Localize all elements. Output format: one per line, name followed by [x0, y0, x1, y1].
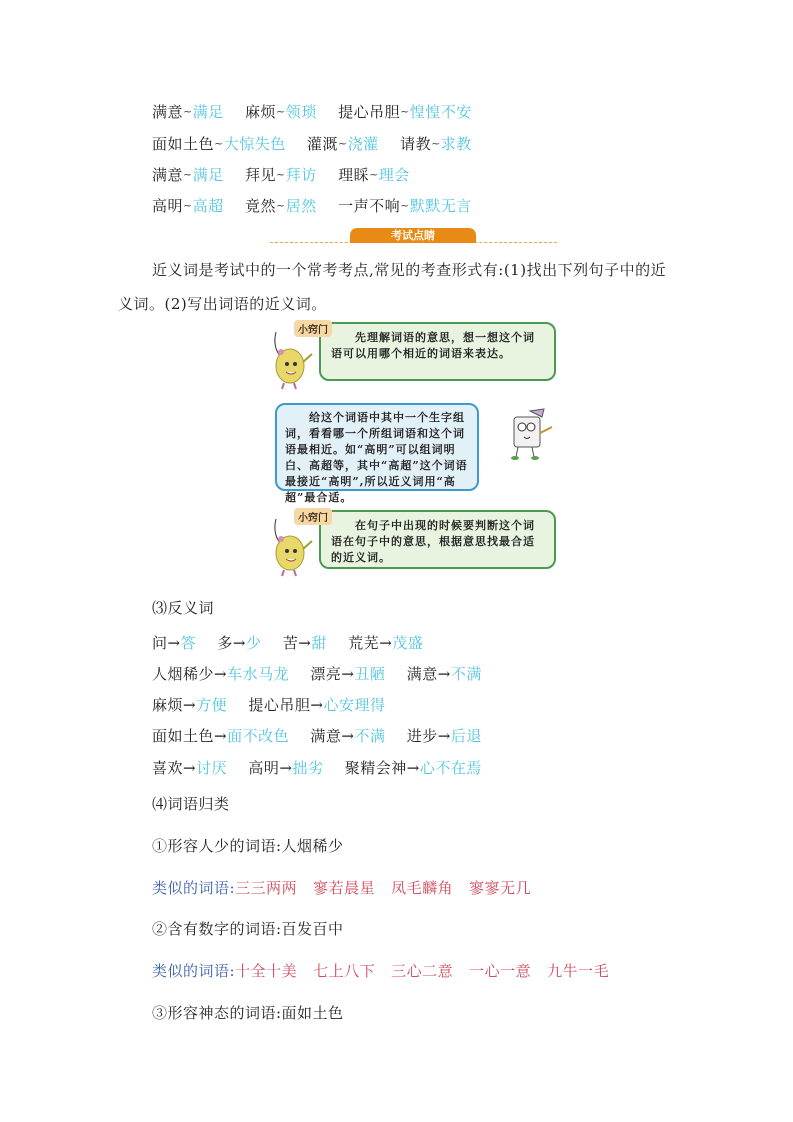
answer: 答 — [180, 634, 197, 652]
exam-paragraph: 近义词是考试中的一个常考考点,常见的考查形式有:(1)找出下列句子中的近义词。(2)写出词语的近义词。 — [118, 261, 667, 313]
answer: 惶惶不安 — [409, 103, 472, 121]
exam-points-banner — [270, 228, 557, 246]
arrow-icon: → — [214, 727, 228, 745]
similar-word: 寥若晨星 — [313, 879, 376, 897]
answer: 居然 — [285, 197, 317, 215]
answer: 丑陋 — [354, 665, 386, 683]
word: 麻烦 — [245, 103, 277, 121]
tilde-separator: ~ — [431, 137, 441, 150]
word: 苦 — [282, 634, 299, 652]
word: 人烟稀少 — [152, 665, 215, 683]
answer: 讨厌 — [196, 759, 228, 777]
banner-label: 考试点睛 — [350, 228, 476, 243]
word: 竟然 — [245, 197, 277, 215]
similar-label: 类似的词语: — [152, 962, 236, 980]
similar-word: 九牛一毛 — [547, 962, 610, 980]
answer: 面不改色 — [227, 727, 290, 745]
arrow-icon: → — [341, 665, 355, 683]
arrow-icon: → — [183, 759, 197, 777]
tilde-separator: ~ — [276, 168, 286, 181]
answer: 方便 — [196, 696, 228, 714]
answer: 心安理得 — [323, 696, 386, 714]
tip-tag: 小窍门 — [294, 320, 332, 337]
tilde-separator: ~ — [276, 199, 286, 212]
answer: 大惊失色 — [223, 135, 286, 153]
arrow-icon: → — [379, 634, 393, 652]
antonym-row — [152, 633, 439, 653]
word: 喜欢 — [152, 759, 184, 777]
word: 问 — [152, 634, 168, 652]
group-title: ③形容神态的词语:面如土色 — [152, 1004, 344, 1022]
arrow-icon: → — [310, 696, 324, 714]
word: 高明 — [248, 759, 280, 777]
similar-words-row — [152, 878, 547, 898]
antonym-heading: ⑶反义词 — [152, 599, 215, 617]
tip-box — [319, 322, 556, 381]
answer: 茂盛 — [392, 634, 424, 652]
tip-text: 给这个词语中其中一个生字组词，看看哪一个所组词语和这个词语最相近。如“高明”可以组词明白、高超等，其中“高超”这个词语最接近“高明”,所以近义词用“高超”最合适。 — [285, 411, 468, 504]
tip-tag: 小窍门 — [294, 508, 332, 525]
answer: 拜访 — [285, 166, 317, 184]
tip-text: 在句子中出现的时候要判断这个词语在句子中的意思，根据意思找最合适的近义词。 — [331, 519, 535, 564]
arrow-icon: → — [279, 759, 293, 777]
cartoon-girl-icon — [270, 328, 320, 394]
synonym-row — [152, 102, 488, 122]
similar-word: 寥寥无几 — [469, 879, 532, 897]
arrow-icon: → — [298, 634, 312, 652]
similar-word: 一心一意 — [469, 962, 532, 980]
arrow-icon: → — [214, 665, 228, 683]
group-title: ②含有数字的词语:百发百中 — [152, 920, 344, 938]
answer: 高超 — [192, 197, 224, 215]
answer: 后退 — [450, 727, 482, 745]
word: 满意 — [152, 166, 184, 184]
tip-text: 先理解词语的意思，想一想这个词语可以用哪个相近的词语来表达。 — [331, 331, 535, 360]
synonym-row — [152, 165, 426, 185]
word: 灌溉 — [307, 135, 339, 153]
classification-heading: ⑷词语归类 — [152, 795, 230, 813]
word: 满意 — [152, 103, 184, 121]
tip-box — [275, 403, 479, 504]
antonym-row — [152, 758, 498, 778]
word: 理睬 — [338, 166, 370, 184]
tilde-separator: ~ — [369, 168, 379, 181]
word: 麻烦 — [152, 696, 184, 714]
similar-label: 类似的词语: — [152, 879, 236, 897]
tilde-separator: ~ — [400, 105, 410, 118]
word: 面如土色 — [152, 727, 215, 745]
arrow-icon: → — [341, 727, 355, 745]
word: 满意 — [310, 727, 342, 745]
cartoon-book-icon — [500, 405, 560, 469]
arrow-icon: → — [437, 665, 451, 683]
word: 高明 — [152, 197, 184, 215]
similar-words-row — [152, 961, 625, 981]
antonym-row — [152, 664, 498, 684]
answer: 不满 — [354, 727, 386, 745]
answer: 理会 — [378, 166, 410, 184]
similar-word: 七上八下 — [313, 962, 376, 980]
tilde-separator: ~ — [400, 199, 410, 212]
word: 提心吊胆 — [248, 696, 311, 714]
similar-word: 三心二意 — [391, 962, 454, 980]
tilde-separator: ~ — [338, 137, 348, 150]
synonym-row — [152, 134, 488, 154]
group-title: ①形容人少的词语:人烟稀少 — [152, 837, 344, 855]
answer: 拙劣 — [292, 759, 324, 777]
word: 拜见 — [245, 166, 277, 184]
tip-box — [319, 510, 556, 569]
answer: 甜 — [311, 634, 327, 652]
word: 聚精会神 — [344, 759, 407, 777]
arrow-icon: → — [232, 634, 246, 652]
arrow-icon: → — [437, 727, 451, 745]
tilde-separator: ~ — [183, 168, 193, 181]
answer: 车水马龙 — [227, 665, 290, 683]
word: 面如土色 — [152, 135, 215, 153]
answer: 心不在焉 — [419, 759, 482, 777]
word: 一声不响 — [338, 197, 401, 215]
word: 提心吊胆 — [338, 103, 401, 121]
word: 荒芜 — [348, 634, 380, 652]
antonym-row — [152, 695, 402, 715]
tilde-separator: ~ — [214, 137, 224, 150]
answer: 满足 — [192, 166, 224, 184]
similar-word: 凤毛麟角 — [391, 879, 454, 897]
synonym-row — [152, 196, 488, 216]
answer: 少 — [245, 634, 262, 652]
word: 进步 — [406, 727, 438, 745]
tilde-separator: ~ — [183, 105, 193, 118]
answer: 领琐 — [285, 103, 317, 121]
word: 请教 — [400, 135, 432, 153]
similar-word: 十全十美 — [235, 962, 298, 980]
word: 满意 — [406, 665, 438, 683]
answer: 满足 — [192, 103, 224, 121]
arrow-icon: → — [183, 696, 197, 714]
similar-word: 三三两两 — [235, 879, 298, 897]
word: 多 — [217, 634, 233, 652]
answer: 浇灌 — [347, 135, 379, 153]
arrow-icon: → — [406, 759, 420, 777]
arrow-icon: → — [167, 634, 181, 652]
answer: 默默无言 — [409, 197, 472, 215]
answer: 不满 — [450, 665, 482, 683]
tilde-separator: ~ — [276, 105, 286, 118]
antonym-row — [152, 726, 498, 746]
tilde-separator: ~ — [183, 199, 193, 212]
word: 漂亮 — [310, 665, 342, 683]
answer: 求教 — [440, 135, 472, 153]
